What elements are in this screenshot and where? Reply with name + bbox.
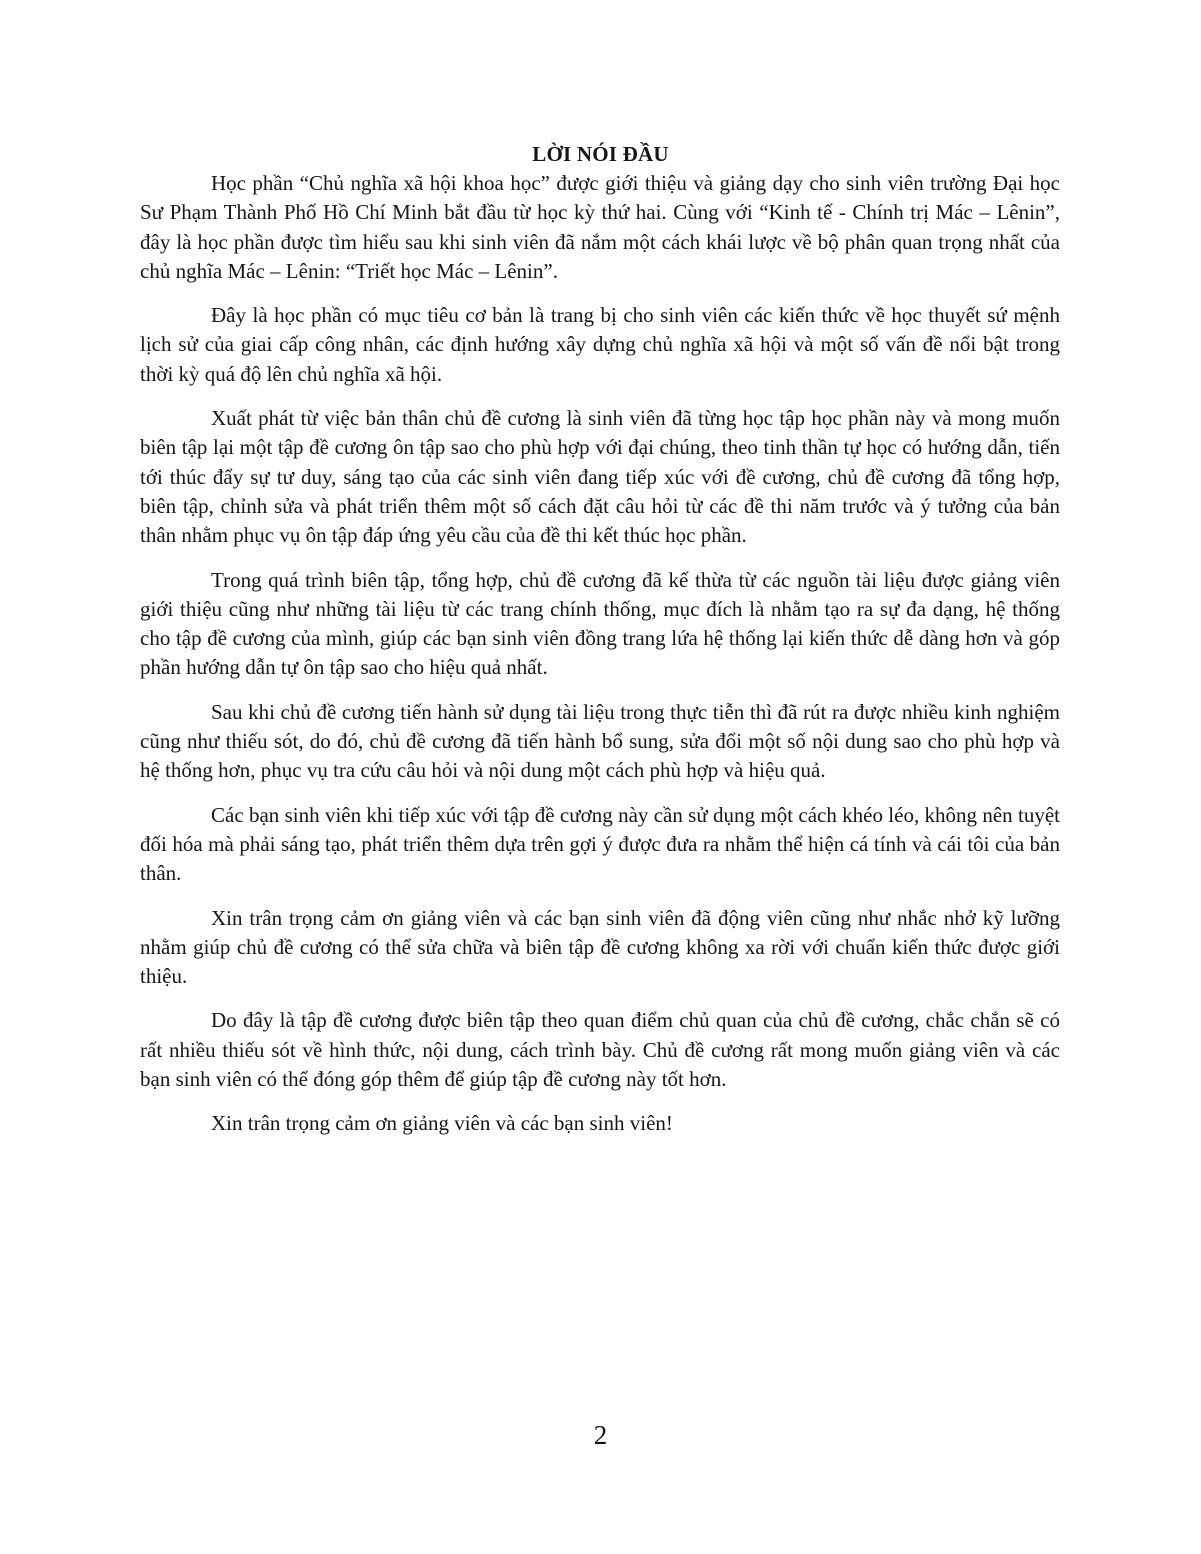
paragraph-6: Các bạn sinh viên khi tiếp xúc với tập đề cương này cần sử dụng một cách khéo léo, không nên tuyệt đối hóa mà phải sáng tạo, phát triển thêm dựa trên gợi ý được đưa ra nhằm thể hiện cá tính và cái tôi của bản thân. bbox=[140, 802, 1060, 886]
paragraph-4: Trong quá trình biên tập, tổng hợp, chủ đề cương đã kế thừa từ các nguồn tài liệu được giảng viên giới thiệu cũng như những tài liệu từ các trang chính thống, mục đích là nhằm tạo ra sự đa dạng, hệ thống cho tập đề cương của mình, giúp các bạn sinh viên đồng trang lứa hệ thống lại kiến thức dễ dàng hơn và góp phần hướng dẫn tự ôn tập sao cho hiệu quả nhất. bbox=[140, 567, 1060, 680]
paragraph-2: Đây là học phần có mục tiêu cơ bản là trang bị cho sinh viên các kiến thức về học thuyết sứ mệnh lịch sử của giai cấp công nhân, các định hướng xây dựng chủ nghĩa xã hội và một số vấn đề nổi bật trong thời kỳ quá độ lên chủ nghĩa xã hội. bbox=[140, 303, 1060, 386]
paragraph-1: Học phần “Chủ nghĩa xã hội khoa học” được giới thiệu và giảng dạy cho sinh viên trường Đại học Sư Phạm Thành Phố Hồ Chí Minh bắt đầu từ học kỳ thứ hai. Cùng với “Kinh tế - Chính trị Mác – Lênin”, đây là học phần được tìm hiểu sau khi sinh viên đã nắm một cách khái lược về bộ phân quan trọng nhất của chủ nghĩa Mác – Lênin: “Triết học Mác – Lênin”. bbox=[140, 171, 1060, 283]
paragraph-8: Do đây là tập đề cương được biên tập theo quan điểm chủ quan của chủ đề cương, chắc chắn sẽ có rất nhiều thiếu sót về hình thức, nội dung, cách trình bày. Chủ đề cương rất mong muốn giảng viên và các bạn sinh viên có thể đóng góp thêm để giúp tập đề cương này tốt hơn. bbox=[140, 1008, 1060, 1092]
paragraph-3: Xuất phát từ việc bản thân chủ đề cương là sinh viên đã từng học tập học phần này và mong muốn biên tập lại một tập đề cương ôn tập sao cho phù hợp với đại chúng, theo tinh thần tự học có hướng dẫn, tiến tới thúc đẩy sự tư duy, sáng tạo của các sinh viên đang tiếp xúc với đề cương, chủ đề cương đã tổng hợp, biên tập, chỉnh sửa và phát triển thêm một số cách đặt câu hỏi từ các đề thi năm trước và ý tưởng của bản thân nhằm phục vụ ôn tập đáp ứng yêu cầu của đề thi kết thúc học phần. bbox=[140, 406, 1060, 548]
paragraph-5: Sau khi chủ đề cương tiến hành sử dụng tài liệu trong thực tiễn thì đã rút ra được nhiều kinh nghiệm cũng như thiếu sót, do đó, chủ đề cương đã tiến hành bổ sung, sửa đổi một số nội dung sao cho phù hợp và hệ thống hơn, phục vụ tra cứu câu hỏi và nội dung một cách phù hợp và hiệu quả. bbox=[140, 699, 1060, 783]
document-body bbox=[140, 169, 1060, 1154]
page-number: 2 bbox=[593, 1420, 608, 1450]
paragraph-7: Xin trân trọng cảm ơn giảng viên và các bạn sinh viên đã động viên cũng như nhắc nhở kỹ lưỡng nhằm giúp chủ đề cương có thể sửa chữa và biên tập đề cương không xa rời với chuẩn kiến thức được giới thiệu. bbox=[140, 905, 1060, 989]
page-title: LỜI NÓI ĐẦU bbox=[532, 142, 669, 166]
paragraph-9: Xin trân trọng cảm ơn giảng viên và các bạn sinh viên! bbox=[211, 1111, 673, 1136]
